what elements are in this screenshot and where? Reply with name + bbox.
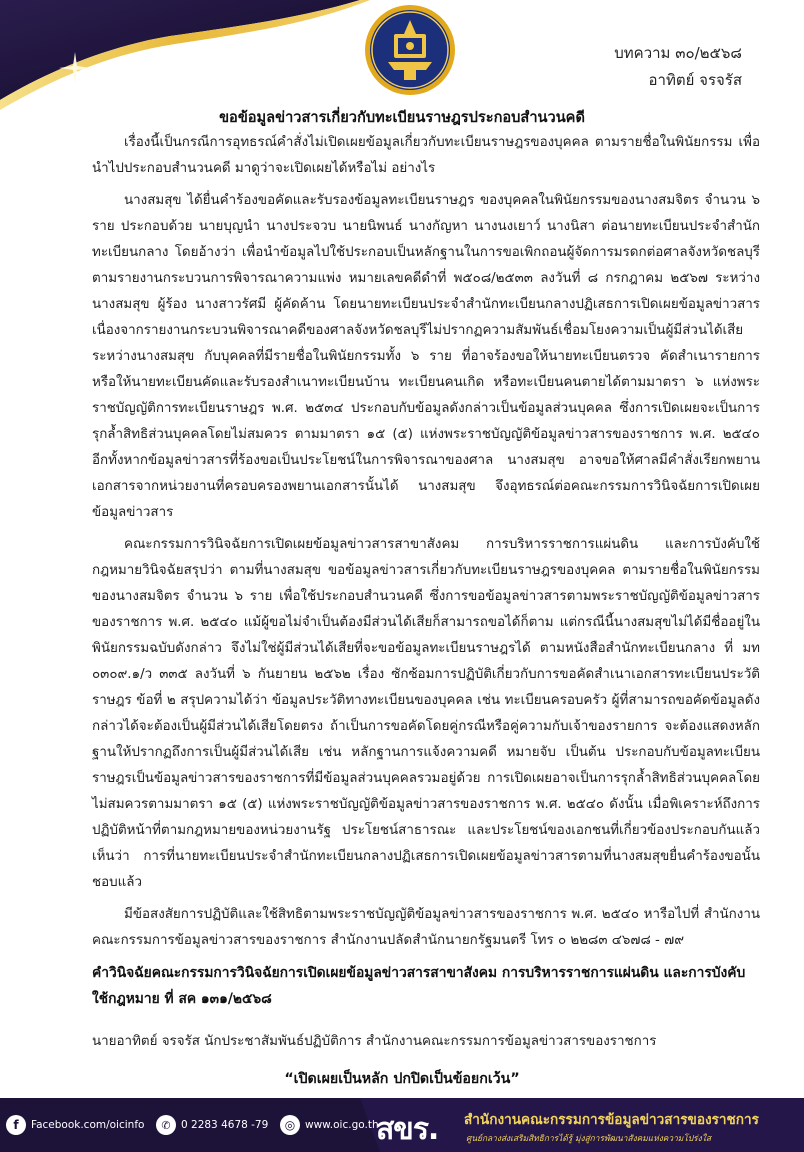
ruling-reference: คำวินิจฉัยคณะกรรมการวินิจฉัยการเปิดเผยข้อมูลข่าวสารสาขาสังคม การบริหารราชการแผ่นดิน และการบังคับใช้กฎหมาย ที่ สค ๑๓๑/๒๕๖๘ bbox=[92, 965, 746, 1007]
website-label: www.oic.go.th bbox=[305, 1119, 379, 1131]
royal-garuda-emblem-icon bbox=[364, 4, 456, 96]
contact-paragraph: มีข้อสงสัยการปฏิบัติและใช้สิทธิตามพระราชบัญญัติข้อมูลข่าวสารของราชการ พ.ศ. ๒๕๔๐ หารือไปที่ สำนักงานคณะกรรมการข้อมูลข่าวสารของราชการ สำนักงานปลัดสำนักนายกรัฐมนตรี โทร ๐ ๒๒๘๓ ๔๖๗๘ - ๗๙ bbox=[92, 907, 760, 948]
oic-org-name: สำนักงานคณะกรรมการข้อมูลข่าวสารของราชการ bbox=[464, 1112, 759, 1128]
article-body bbox=[92, 130, 760, 960]
phone-label: 0 2283 4678 -79 bbox=[181, 1119, 269, 1131]
footer-phone bbox=[156, 1115, 268, 1135]
footer bbox=[0, 1098, 804, 1152]
article-meta bbox=[614, 40, 742, 94]
page-title: ขอข้อมูลข่าวสารเกี่ยวกับทะเบียนราษฎรประกอบสำนวนคดี bbox=[219, 109, 585, 126]
footer-facebook-link[interactable] bbox=[6, 1115, 144, 1135]
article-number: บทความ ๓๐/๒๕๖๘ bbox=[614, 44, 742, 62]
oic-logo: สขร. bbox=[376, 1112, 439, 1147]
phone-icon: ✆ bbox=[156, 1115, 176, 1135]
facebook-icon: f bbox=[6, 1115, 26, 1135]
footer-website-link[interactable] bbox=[280, 1115, 379, 1135]
intro-paragraph: เรื่องนี้เป็นกรณีการอุทธรณ์คำสั่งไม่เปิดเผยข้อมูลเกี่ยวกับทะเบียนราษฎรของบุคคล ตามรายชื่อในพินัยกรรม เพื่อนำไปประกอบสำนวนคดี มาดูว่าจะเปิดเผยได้หรือไม่ อย่างไร bbox=[92, 135, 760, 176]
facts-paragraph: นางสมสุข ได้ยื่นคำร้องขอคัดและรับรองข้อมูลทะเบียนราษฎร ของบุคคลในพินัยกรรมของนางสมจิตร จำนวน ๖ ราย ประกอบด้วย นายบุญนำ นางประจวบ นายนิพนธ์ นางกัญหา นางนงเยาว์ นางนิสา ต่อนายทะเบียนประจำสำนักทะเบียนกลาง โดยอ้างว่า เพื่อนำข้อมูลไปใช้ประกอบเป็นหลักฐานในการขอเพิกถอนผู้จัดการมรดกต่อศาลจังหวัดชลบุรี ตามรายงานกระบวนการพิจารณาความแพ่ง หมายเลขคดีดำที่ พ๕๐๘/๒๕๓๓ ลงวันที่ ๘ กรกฎาคม ๒๕๖๗ ระหว่างนางสมสุข ผู้ร้อง นางสาวรัศมี ผู้คัดค้าน โดยนายทะเบียนประจำสำนักทะเบียนกลางปฏิเสธการเปิดเผยข้อมูลข่าวสาร เนื่องจากรายงานกระบวนพิจารณาคดีของศาลจังหวัดชลบุรีไม่ปรากฏความสัมพันธ์เชื่อมโยงความเป็นผู้มีส่วนได้เสียระหว่างนางสมสุข กับบุคคลที่มีรายชื่อในพินัยกรรมทั้ง ๖ ราย ที่อาจร้องขอให้นายทะเบียนตรวจ คัดสำเนารายการ หรือให้นายทะเบียนคัดและรับรองสำเนาทะเบียนบ้าน ทะเบียนคนเกิด หรือทะเบียนคนตายได้ตามมาตรา ๖ แห่งพระราชบัญญัติการทะเบียนราษฎร พ.ศ. ๒๕๓๔ ประกอบกับข้อมูลดังกล่าวเป็นข้อมูลส่วนบุคคล ซึ่งการเปิดเผยจะเป็นการรุกล้ำสิทธิส่วนบุคคลโดยไม่สมควร ตามมาตรา ๑๕ (๕) แห่งพระราชบัญญัติข้อมูลข่าวสารของราชการ พ.ศ. ๒๕๔๐ อีกทั้งหากข้อมูลข่าวสารที่ร้องขอเป็นประโยชน์ในการพิจารณาของศาล นางสมสุข อาจขอให้ศาลมีคำสั่งเรียกพยานเอกสารจากหน่วยงานที่ครอบครองพยานเอกสารนั้นได้ นางสมสุข จึงอุทธรณ์ต่อคณะกรรมการวินิจฉัยการเปิดเผยข้อมูลข่าวสาร bbox=[92, 193, 760, 520]
motto: “เปิดเผยเป็นหลัก ปกปิดเป็นข้อยกเว้น” bbox=[284, 1071, 520, 1087]
author-line: นายอาทิตย์ จรจรัส นักประชาสัมพันธ์ปฏิบัติการ สำนักงานคณะกรรมการข้อมูลข่าวสารของราชการ bbox=[92, 1034, 657, 1049]
oic-tagline: ศูนย์กลางส่งเสริมสิทธิการได้รู้ มุ่งสู่การพัฒนาสังคมแห่งความโปร่งใส bbox=[466, 1133, 711, 1143]
facebook-label: Facebook.com/oicinfo bbox=[31, 1119, 145, 1131]
globe-icon: ◎ bbox=[280, 1115, 300, 1135]
decision-paragraph: คณะกรรมการวินิจฉัยการเปิดเผยข้อมูลข่าวสารสาขาสังคม การบริหารราชการแผ่นดิน และการบังคับใช้กฎหมายวินิจฉัยสรุปว่า ตามที่นางสมสุข ขอข้อมูลข่าวสารเกี่ยวกับทะเบียนราษฎรของบุคคล ตามรายชื่อในพินัยกรรมของนางสมจิตร จำนวน ๖ ราย เพื่อใช้ประกอบสำนวนคดี ซึ่งการขอข้อมูลข่าวสารตามพระราชบัญญัติข้อมูลข่าวสารของราชการ พ.ศ. ๒๕๔๐ แม้ผู้ขอไม่จำเป็นต้องมีส่วนได้เสียก็สามารถขอได้ก็ตาม แต่กรณีนี้นางสมสุขไม่ได้มีชื่ออยู่ในพินัยกรรมฉบับดังกล่าว จึงไม่ใช่ผู้มีส่วนได้เสียที่จะขอข้อมูลทะเบียนราษฎรได้ ตามหนังสือสำนักทะเบียนกลาง ที่ มท ๐๓๐๙.๑/ว ๓๓๕ ลงวันที่ ๖ กันยายน ๒๕๖๒ เรื่อง ซักซ้อมการปฏิบัติเกี่ยวกับการขอคัดสำเนาเอกสารทะเบียนประวัติราษฎร ข้อที่ ๒ สรุปความได้ว่า ข้อมูลประวัติทางทะเบียนของบุคคล เช่น ทะเบียนครอบครัว ผู้ที่สามารถขอคัดข้อมูลดังกล่าวได้จะต้องเป็นผู้มีส่วนได้เสียโดยตรง ถ้าเป็นการขอคัดโดยคู่กรณีหรือคู่ความกับเจ้าของรายการ จะต้องแสดงหลักฐานให้ปรากฏถึงการเป็นผู้มีส่วนได้เสีย เช่น หลักฐานการแจ้งความคดี หมายจับ เป็นต้น ประกอบกับข้อมูลทะเบียนราษฎรเป็นข้อมูลข่าวสารของราชการที่มีข้อมูลส่วนบุคคลรวมอยู่ด้วย การเปิดเผยอาจเป็นการรุกล้ำสิทธิส่วนบุคคลโดยไม่สมควรตามมาตรา ๑๕ (๕) แห่งพระราชบัญญัติข้อมูลข่าวสารของราชการ พ.ศ. ๒๕๔๐ ดังนั้น เมื่อพิเคราะห์ถึงการปฏิบัติหน้าที่ตามกฎหมายของหน่วยงานรัฐ ประโยชน์สาธารณะ และประโยชน์ของเอกชนที่เกี่ยวข้องประกอบกันแล้วเห็นว่า การที่นายทะเบียนประจำสำนักทะเบียนกลางปฏิเสธการเปิดเผยข้อมูลข่าวสารตามที่นางสมสุขยื่นคำร้องขอนั้นชอบแล้ว bbox=[92, 537, 760, 890]
article-author: อาทิตย์ จรจรัส bbox=[648, 71, 742, 89]
